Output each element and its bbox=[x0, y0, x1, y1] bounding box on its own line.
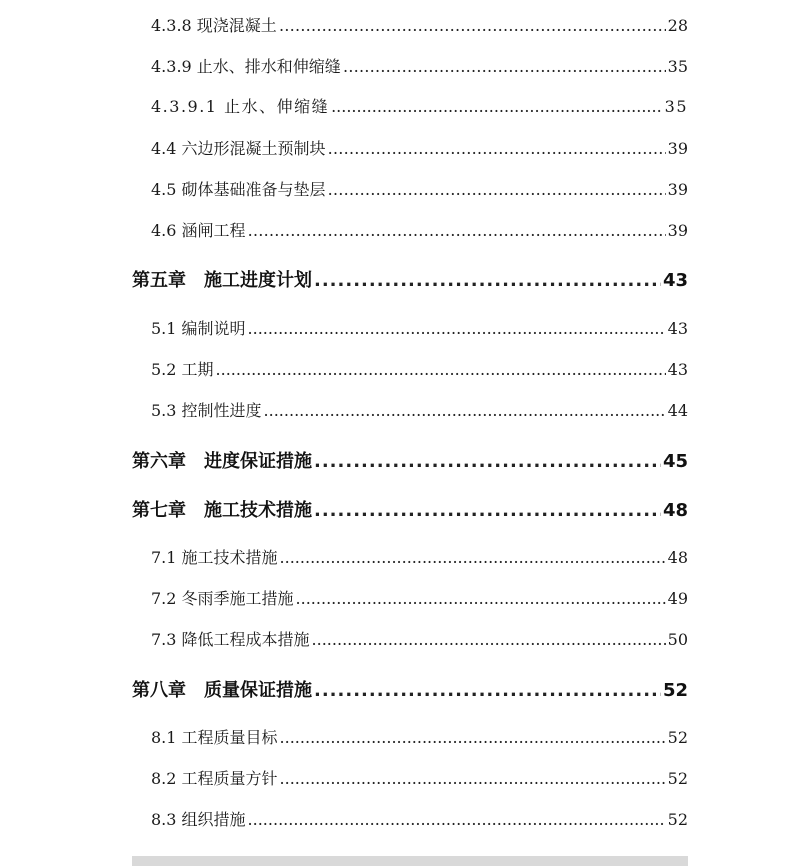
toc-dot-leader bbox=[216, 360, 666, 379]
toc-entry-title: 7.1 施工技术措施 bbox=[151, 548, 278, 567]
toc-page-number: 44 bbox=[667, 401, 688, 420]
toc-page-number: 52 bbox=[667, 769, 688, 788]
toc-dot-leader bbox=[280, 769, 666, 788]
toc-entry-title: 5.3 控制性进度 bbox=[151, 401, 262, 420]
toc-entry[interactable] bbox=[151, 357, 688, 380]
toc-entry-title: 8.2 工程质量方针 bbox=[151, 769, 278, 788]
toc-chapter-entry[interactable] bbox=[132, 266, 688, 292]
toc-entry[interactable] bbox=[151, 807, 688, 830]
toc-entry[interactable] bbox=[151, 54, 688, 77]
toc-page-number: 43 bbox=[662, 270, 688, 291]
toc-entry[interactable] bbox=[151, 316, 688, 339]
toc-page-number: 52 bbox=[667, 728, 688, 747]
toc-entry[interactable] bbox=[151, 13, 688, 36]
toc-entry-title: 7.2 冬雨季施工措施 bbox=[151, 589, 294, 608]
toc-entry-title: 第七章 施工技术措施 bbox=[132, 500, 312, 521]
toc-chapter-entry[interactable] bbox=[132, 447, 688, 473]
toc-entry-title: 4.4 六边形混凝土预制块 bbox=[151, 139, 326, 158]
toc-page-number: 43 bbox=[667, 319, 688, 338]
toc-page-number: 28 bbox=[667, 16, 688, 35]
toc-dot-leader bbox=[328, 139, 666, 158]
toc-entry[interactable] bbox=[151, 398, 688, 421]
toc-page-number: 45 bbox=[662, 451, 688, 472]
toc-page-number: 49 bbox=[667, 589, 688, 608]
toc-dot-leader bbox=[314, 680, 661, 701]
toc-entry[interactable] bbox=[151, 725, 688, 748]
toc-entry-title: 5.1 编制说明 bbox=[151, 319, 246, 338]
toc-entry-title: 8.1 工程质量目标 bbox=[151, 728, 278, 747]
toc-entry[interactable] bbox=[151, 586, 688, 609]
toc-entry-title: 4.3.9.1 止水、伸缩缝 bbox=[151, 97, 330, 116]
toc-dot-leader bbox=[296, 589, 666, 608]
toc-page-number: 35 bbox=[667, 57, 688, 76]
toc-page-number: 39 bbox=[667, 180, 688, 199]
toc-entry-title: 第五章 施工进度计划 bbox=[132, 270, 312, 291]
toc-page-number: 48 bbox=[662, 500, 688, 521]
toc-dot-leader bbox=[280, 728, 666, 747]
toc-entry[interactable] bbox=[151, 136, 688, 159]
toc-page-number: 39 bbox=[667, 139, 688, 158]
toc-page-number: 52 bbox=[662, 680, 688, 701]
toc-dot-leader bbox=[328, 180, 666, 199]
toc-page-number: 35 bbox=[664, 97, 688, 116]
toc-entry-title: 4.3.8 现浇混凝土 bbox=[151, 16, 277, 35]
toc-dot-leader bbox=[264, 401, 666, 420]
toc-page-number: 52 bbox=[667, 810, 688, 829]
toc-page-number: 50 bbox=[667, 630, 688, 649]
page-footer bbox=[132, 856, 688, 866]
toc-chapter-entry[interactable] bbox=[132, 496, 688, 522]
toc-entry[interactable] bbox=[151, 627, 688, 650]
toc-dot-leader bbox=[248, 221, 666, 240]
toc-dot-leader bbox=[314, 500, 661, 521]
toc-dot-leader bbox=[280, 548, 666, 567]
toc-page-number: 48 bbox=[667, 548, 688, 567]
toc-dot-leader bbox=[314, 270, 661, 291]
toc-dot-leader bbox=[312, 630, 666, 649]
toc-dot-leader bbox=[343, 57, 666, 76]
toc-dot-leader bbox=[314, 451, 661, 472]
toc-entry[interactable] bbox=[151, 94, 688, 117]
toc-entry-title: 5.2 工期 bbox=[151, 360, 214, 379]
toc-entry-title: 第六章 进度保证措施 bbox=[132, 451, 312, 472]
toc-entry[interactable] bbox=[151, 177, 688, 200]
toc-page-number: 39 bbox=[667, 221, 688, 240]
toc-chapter-entry[interactable] bbox=[132, 676, 688, 702]
toc-entry-title: 8.3 组织措施 bbox=[151, 810, 246, 829]
toc-dot-leader bbox=[331, 97, 663, 116]
toc-entry-title: 4.6 涵闸工程 bbox=[151, 221, 246, 240]
toc-entry[interactable] bbox=[151, 545, 688, 568]
toc-dot-leader bbox=[248, 810, 666, 829]
toc-dot-leader bbox=[248, 319, 666, 338]
toc-entry-title: 4.5 砌体基础准备与垫层 bbox=[151, 180, 326, 199]
toc-entry-title: 第八章 质量保证措施 bbox=[132, 680, 312, 701]
toc-dot-leader bbox=[279, 16, 666, 35]
toc-entry-title: 4.3.9 止水、排水和伸缩缝 bbox=[151, 57, 341, 76]
toc-page-number: 43 bbox=[667, 360, 688, 379]
toc-entry[interactable] bbox=[151, 218, 688, 241]
toc-entry[interactable] bbox=[151, 766, 688, 789]
toc-entry-title: 7.3 降低工程成本措施 bbox=[151, 630, 310, 649]
